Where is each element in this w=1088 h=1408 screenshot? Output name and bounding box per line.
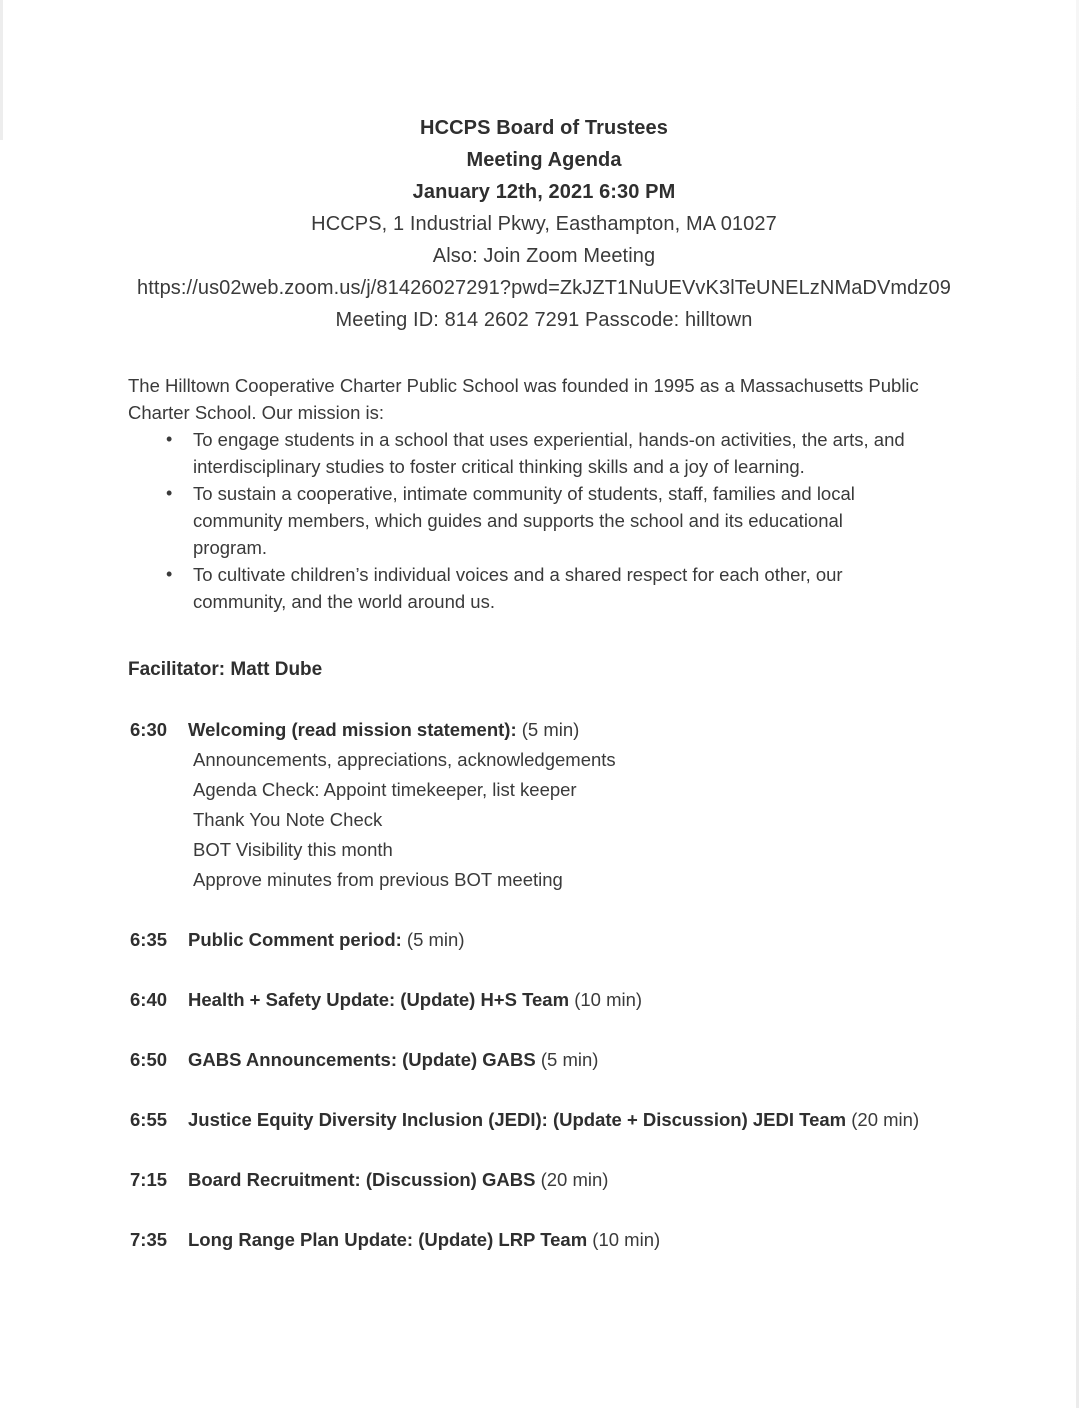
document-header bbox=[0, 0, 1088, 336]
agenda-title: Justice Equity Diversity Inclusion (JEDI): (Update + Discussion) JEDI Team (20 min) bbox=[188, 1109, 920, 1130]
agenda-title: Health + Safety Update: (Update) H+S Team (10 min) bbox=[188, 989, 643, 1010]
agenda-time: 7:35 bbox=[130, 1229, 168, 1250]
mission-bullet bbox=[128, 561, 970, 615]
facilitator-line: Facilitator: Matt Dube bbox=[128, 659, 323, 680]
mission-bullets bbox=[128, 426, 970, 615]
mission-intro-line: The Hilltown Cooperative Charter Public School was founded in 1995 as a Massachusetts Public bbox=[128, 375, 919, 396]
agenda-subline: Thank You Note Check bbox=[193, 809, 383, 830]
agenda-time: 6:35 bbox=[130, 929, 168, 950]
doc-subtitle: Meeting Agenda bbox=[466, 149, 622, 171]
agenda-subline: Announcements, appreciations, acknowledgements bbox=[193, 749, 616, 770]
mission-bullet-line: community, and the world around us. bbox=[193, 591, 495, 612]
agenda-item bbox=[130, 1165, 1088, 1195]
agenda-title: Board Recruitment: (Discussion) GABS (20 min) bbox=[188, 1169, 609, 1190]
agenda-item bbox=[130, 1225, 1088, 1255]
mission-bullet-line: interdisciplinary studies to foster critical thinking skills and a joy of learning. bbox=[193, 456, 805, 477]
mission-bullet-line: program. bbox=[193, 537, 268, 558]
agenda-title: GABS Announcements: (Update) GABS (5 min) bbox=[188, 1049, 599, 1070]
agenda-title: Public Comment period: (5 min) bbox=[188, 929, 465, 950]
mission-bullet bbox=[128, 480, 970, 561]
agenda-subline: Agenda Check: Appoint timekeeper, list keeper bbox=[193, 779, 577, 800]
meeting-id-line: Meeting ID: 814 2602 7291 Passcode: hilltown bbox=[335, 309, 753, 331]
mission-section bbox=[128, 372, 970, 615]
mission-intro-line: Charter School. Our mission is: bbox=[128, 402, 385, 423]
zoom-meeting-label: Also: Join Zoom Meeting bbox=[432, 245, 656, 267]
agenda-time: 6:30 bbox=[130, 719, 168, 740]
doc-title: HCCPS Board of Trustees bbox=[420, 117, 668, 139]
agenda-time: 6:40 bbox=[130, 989, 168, 1010]
mission-bullet-line: • To engage students in a school that uses experiential, hands-on activities, the arts, and bbox=[193, 429, 905, 450]
mission-bullet-line: • To sustain a cooperative, intimate community of students, staff, families and local bbox=[193, 483, 855, 504]
agenda-item bbox=[130, 985, 1088, 1015]
agenda-section bbox=[130, 715, 1088, 1255]
zoom-meeting-url: https://us02web.zoom.us/j/81426027291?pwd=ZkJZT1NuUEVvK3lTeUNELzNMaDVmdz09 bbox=[137, 277, 951, 299]
mission-bullet bbox=[128, 426, 970, 480]
agenda-subline: Approve minutes from previous BOT meeting bbox=[193, 869, 563, 890]
agenda-time: 6:55 bbox=[130, 1109, 168, 1130]
agenda-item bbox=[130, 1045, 1088, 1075]
scan-artifact-right bbox=[1076, 0, 1079, 1408]
doc-datetime: January 12th, 2021 6:30 PM bbox=[412, 181, 676, 203]
mission-bullet-line: community members, which guides and supports the school and its educational bbox=[193, 510, 843, 531]
agenda-time: 6:50 bbox=[130, 1049, 168, 1070]
doc-location: HCCPS, 1 Industrial Pkwy, Easthampton, MA 01027 bbox=[311, 213, 777, 235]
agenda-time: 7:15 bbox=[130, 1169, 168, 1190]
scan-artifact-left bbox=[0, 0, 3, 140]
agenda-subline: BOT Visibility this month bbox=[193, 839, 393, 860]
agenda-title: Long Range Plan Update: (Update) LRP Team (10 min) bbox=[188, 1229, 661, 1250]
agenda-item bbox=[130, 1105, 1088, 1135]
mission-bullet-line: • To cultivate children’s individual voices and a shared respect for each other, our bbox=[193, 564, 843, 585]
agenda-item bbox=[130, 715, 1088, 895]
agenda-item bbox=[130, 925, 1088, 955]
agenda-title: Welcoming (read mission statement): (5 min) bbox=[188, 719, 580, 740]
